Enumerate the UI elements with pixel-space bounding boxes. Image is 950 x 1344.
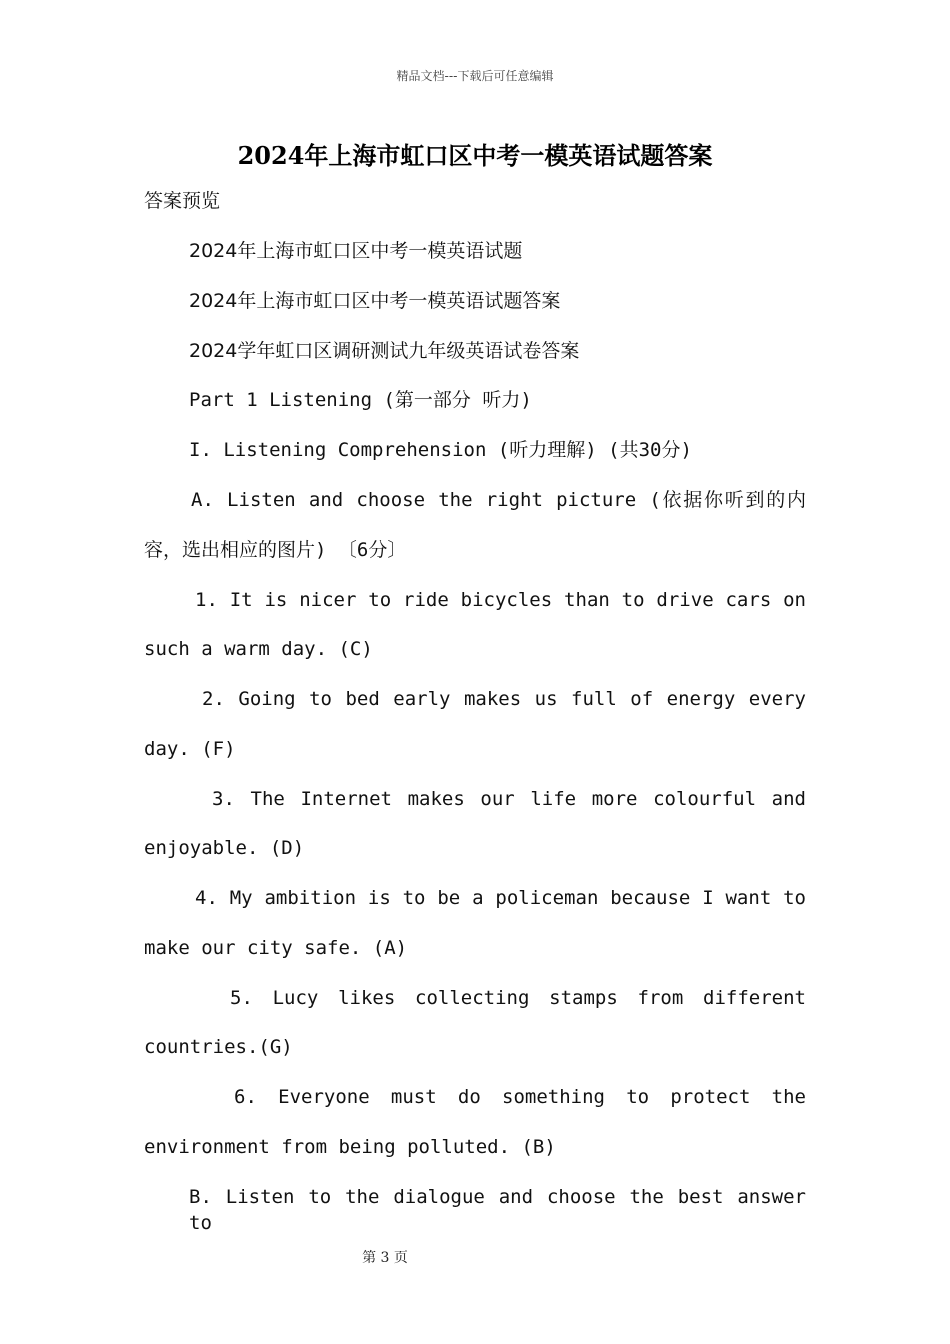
document-title: 2024年上海市虹口区中考一模英语试题答案 <box>237 141 713 170</box>
answer-item-cont: such a warm day. (C) <box>144 638 373 660</box>
preview-link-exam-answers[interactable]: 2024年上海市虹口区中考一模英语试题答案 <box>189 290 561 312</box>
section-heading: I. Listening Comprehension (听力理解) (共30分) <box>189 439 692 461</box>
answer-item: 4. My ambition is to be a policeman because I want to <box>195 887 806 909</box>
answer-item: 3. The Internet makes our life more colourful and <box>212 788 806 810</box>
answer-item: 6. Everyone must do something to protect the <box>234 1086 806 1108</box>
subsection-a-heading-cont: 容，选出相应的图片) 〔6分〕 <box>144 539 407 561</box>
answer-item: 5. Lucy likes collecting stamps from different <box>230 987 806 1009</box>
page-header-watermark: 精品文档---下载后可任意编辑 <box>396 69 554 83</box>
answer-item-cont: environment from being polluted. (B) <box>144 1136 556 1158</box>
answer-item-cont: enjoyable. (D) <box>144 837 305 859</box>
preview-link-exam[interactable]: 2024年上海市虹口区中考一模英语试题 <box>189 240 523 262</box>
subsection-b-heading: B. Listen to the dialogue and choose the best answer to <box>189 1186 806 1234</box>
answer-preview-label: 答案预览 <box>144 190 221 212</box>
answer-item-cont: countries.(G) <box>144 1036 293 1058</box>
subsection-a-heading: A. Listen and choose the right picture (依据你听到的内 <box>191 489 806 511</box>
preview-link-survey-answers[interactable]: 2024学年虹口区调研测试九年级英语试卷答案 <box>189 340 580 362</box>
answer-item: 2. Going to bed early makes us full of energy every <box>202 688 806 710</box>
page-number: 第 3 页 <box>362 1250 408 1266</box>
answer-item-cont: day. (F) <box>144 738 236 760</box>
answer-item: 1. It is nicer to ride bicycles than to drive cars on <box>195 589 806 611</box>
part-heading: Part 1 Listening (第一部分 听力) <box>189 389 532 411</box>
answer-item-cont: make our city safe. (A) <box>144 937 408 959</box>
